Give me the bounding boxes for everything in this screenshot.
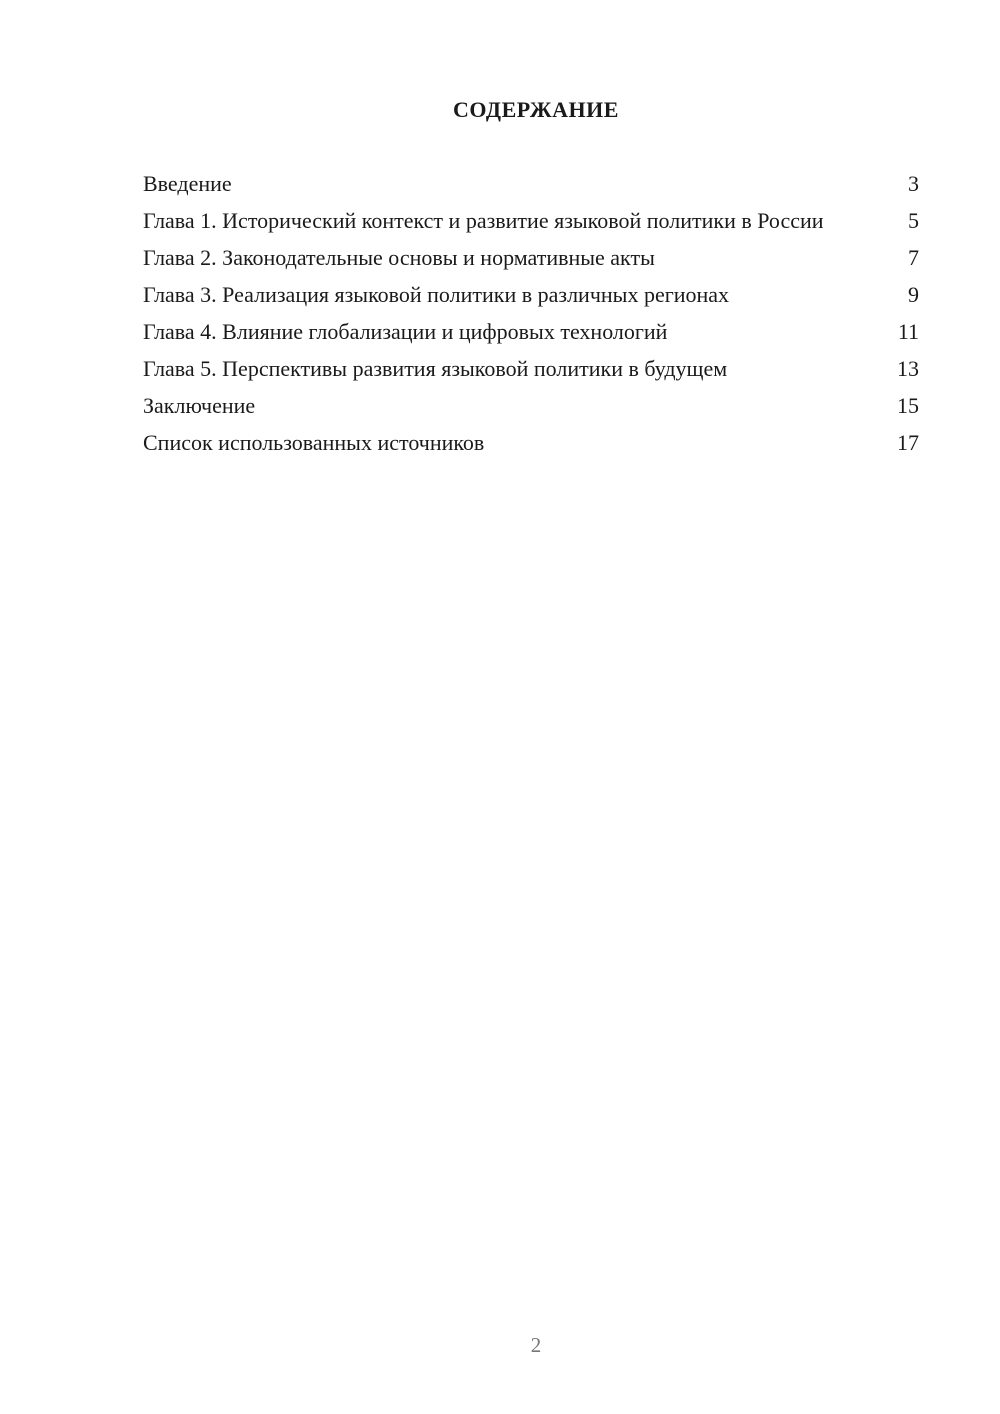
toc-entry-title: Глава 1. Исторический контекст и развитие языковой политики в России bbox=[143, 208, 824, 233]
toc-entry-title: Глава 2. Законодательные основы и нормативные акты bbox=[143, 245, 655, 270]
toc-entry-title: Заключение bbox=[143, 393, 256, 418]
toc-entry-chapter-4 bbox=[143, 318, 919, 345]
table-of-contents bbox=[143, 170, 919, 466]
toc-entry-chapter-2 bbox=[143, 244, 919, 271]
toc-entry-chapter-1 bbox=[143, 207, 919, 234]
toc-entry-references bbox=[143, 429, 919, 456]
page-number: 2 bbox=[530, 1333, 542, 1357]
toc-entry-page: 11 bbox=[897, 319, 919, 344]
toc-entry-chapter-5 bbox=[143, 355, 919, 382]
toc-entry-page: 15 bbox=[897, 393, 919, 418]
toc-entry-introduction bbox=[143, 170, 919, 197]
toc-entry-page: 13 bbox=[897, 356, 919, 381]
toc-entry-page: 3 bbox=[908, 171, 919, 196]
toc-entry-title: Глава 3. Реализация языковой политики в различных регионах bbox=[143, 282, 730, 307]
toc-entry-title: Введение bbox=[143, 171, 232, 196]
toc-entry-title: Глава 5. Перспективы развития языковой политики в будущем bbox=[143, 356, 728, 381]
toc-entry-conclusion bbox=[143, 392, 919, 419]
toc-heading: СОДЕРЖАНИЕ bbox=[453, 97, 619, 122]
toc-entry-page: 5 bbox=[908, 208, 919, 233]
toc-entry-page: 7 bbox=[908, 245, 919, 270]
toc-entry-page: 9 bbox=[908, 282, 919, 307]
toc-entry-chapter-3 bbox=[143, 281, 919, 308]
toc-entry-title: Глава 4. Влияние глобализации и цифровых технологий bbox=[143, 319, 668, 344]
toc-entry-page: 17 bbox=[897, 430, 919, 455]
toc-entry-title: Список использованных источников bbox=[143, 430, 485, 455]
